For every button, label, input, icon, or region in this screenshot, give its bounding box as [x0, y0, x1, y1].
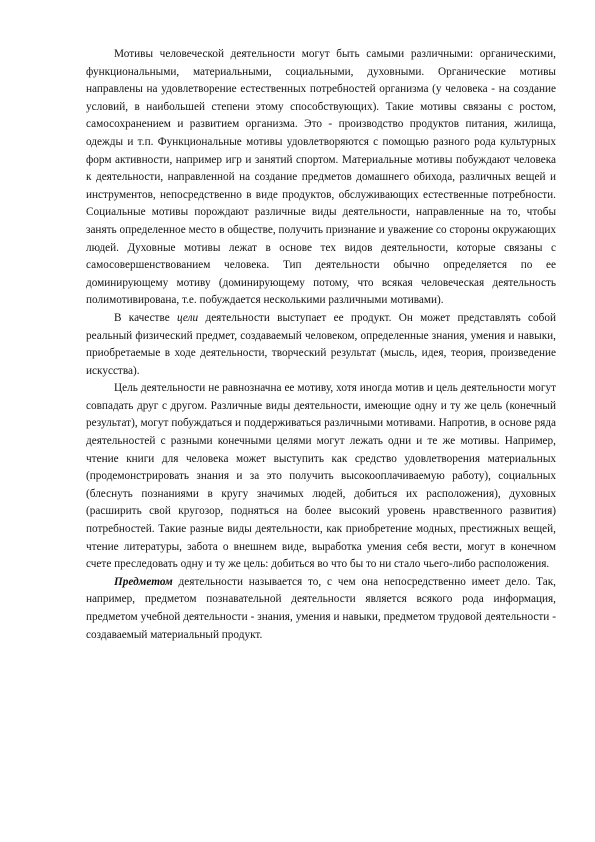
paragraph-text-before: В качестве	[114, 311, 178, 324]
paragraph-motives	[86, 46, 556, 310]
paragraph-subject	[86, 574, 556, 644]
paragraph-text: Цель деятельности не равнозначна ее мотиву, хотя иногда мотив и цель деятельности могут совпадать друг с другом. Различные виды деятельности, имеющие одну и ту же цель (конечный результат), могут побуждаться и поддерживаться различными мотивами. Напротив, в основе ряда деятельностей с разными конечными целями могут лежать одни и те же мотивы. Например, чтение книги для человека может выступить как средство удовлетворения материальных (продемонстрировать знания и за это получить высокооплачиваемую работу), социальных (блеснуть познаниями в кругу значимых людей, добиться их расположения), духовных (расширить свой кругозор, подняться на более высокий уровень нравственного развития) потребностей. Такие разные виды деятельности, как приобретение модных, престижных вещей, чтение литературы, забота о внешнем виде, выработка умения себя вести, могут в конечном счете преследовать одну и ту же цель: добиться во что бы то ни стало чьего-либо расположения.	[86, 382, 556, 571]
paragraph-text-after: деятельности выступает ее продукт. Он может представлять собой реальный физический предмет, создаваемый человеком, определенные знания, умения и навыки, приобретаемые в ходе деятельности, творческий результат (мысль, идея, теория, произведение искусства).	[86, 311, 556, 377]
paragraph-goal-vs-motive	[86, 380, 556, 574]
term-goal: цели	[177, 311, 199, 324]
document-page	[86, 46, 556, 644]
paragraph-text-after: деятельности называется то, с чем она непосредственно имеет дело. Так, например, предметом познавательной деятельности является всякого рода информация, предметом учебной деятельности - знания, умения и навыки, предметом трудовой деятельности - создаваемый материальный продукт.	[86, 575, 556, 641]
term-subject: Предметом	[114, 575, 173, 588]
paragraph-text: Мотивы человеческой деятельности могут быть самыми различными: органическими, функциональными, материальными, социальными, духовными. Органические мотивы направлены на удовлетворение естественных потребностей организма (у человека - на создание условий, в наибольшей степени этому способствующих). Такие мотивы связаны с ростом, самосохранением и развитием организма. Это - производство продуктов питания, жилища, одежды и т.п. Функциональные мотивы удовлетворяются с помощью разного рода культурных форм активности, например игр и занятий спортом. Материальные мотивы побуждают человека к деятельности, направленной на создание предметов домашнего обихода, различных вещей и инструментов, непосредственно в виде продуктов, обслуживающих естественные потребности. Социальные мотивы порождают различные виды деятельности, направленные на то, чтобы занять определенное место в обществе, получить признание и уважение со стороны окружающих людей. Духовные мотивы лежат в основе тех видов деятельности, которые связаны с самосовершенствованием человека. Тип деятельности обычно определяется по ее доминирующему мотиву (доминирующему потому, что всякая человеческая деятельность полимотивирована, т.е. побуждается несколькими различными мотивами).	[86, 48, 556, 307]
paragraph-goal	[86, 310, 556, 380]
